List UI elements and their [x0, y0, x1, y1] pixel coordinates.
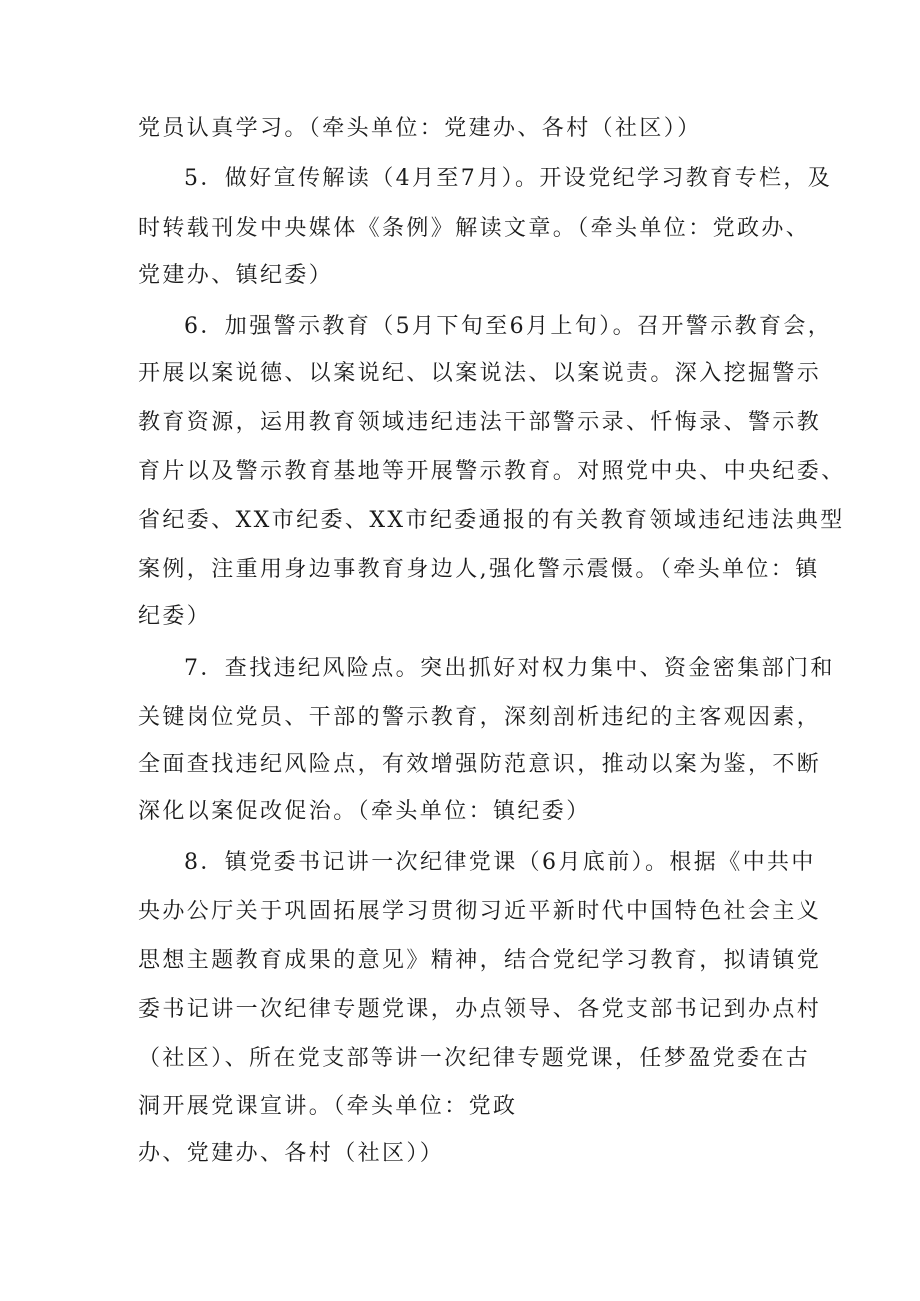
text-line: 思想主题教育成果的意见》精神，结合党纪学习教育，拟请镇党: [138, 948, 822, 973]
text-line: （社区）、所在党支部等讲一次纪律专题党课，任梦盈党委在古: [138, 1046, 811, 1071]
item-7-heading-line: 7．查找违纪风险点。突出抓好对权力集中、资金密集部门和: [184, 656, 835, 681]
text-line: 委书记讲一次纪律专题党课，办点领导、各党支部书记到办点村: [138, 997, 822, 1022]
text-line: 党员认真学习。（牵头单位：党建办、各村（社区））: [138, 116, 702, 141]
text-line: 育片以及警示教育基地等开展警示教育。对照党中央、中央纪委、: [138, 459, 846, 484]
text-line: 时转载刊发中央媒体《条例》解读文章。（牵头单位：党政办、: [138, 216, 811, 241]
text-line: 党建办、镇纪委）: [138, 263, 334, 288]
text-line: 案例，注重用身边事教育身边人,强化警示震慑。（牵头单位：镇: [138, 557, 820, 582]
text-line: 开展以案说德、以案说纪、以案说法、以案说责。深入挖掘警示: [138, 361, 822, 386]
text-line: 办、党建办、各村（社区））: [138, 1141, 445, 1166]
text-line: 教育资源，运用教育领域违纪违法干部警示录、忏悔录、警示教: [138, 410, 822, 435]
text-line: 关键岗位党员、干部的警示教育，深刻剖析违纪的主客观因素，: [138, 705, 822, 730]
text-line: 深化以案促改促治。（牵头单位：镇纪委）: [138, 799, 591, 824]
text-line: 全面查找违纪风险点，有效增强防范意识，推动以案为鉴，不断: [138, 752, 822, 777]
item-5-heading-line: 5．做好宣传解读（4月至7月）。开设党纪学习教育专栏，及: [184, 166, 833, 191]
item-6-heading-line: 6．加强警示教育（5月下旬至6月上旬）。召开警示教育会，: [184, 314, 833, 339]
text-line: 洞开展党课宣讲。（牵头单位：党政: [138, 1094, 518, 1119]
text-line: 央办公厅关于巩固拓展学习贯彻习近平新时代中国特色社会主义: [138, 899, 822, 924]
item-8-heading-line: 8．镇党委书记讲一次纪律党课（6月底前）。根据《中共中: [184, 850, 816, 875]
text-line: 纪委）: [138, 604, 212, 629]
text-line: 省纪委、XX市纪委、XX市纪委通报的有关教育领域违纪违法典型: [138, 508, 845, 533]
